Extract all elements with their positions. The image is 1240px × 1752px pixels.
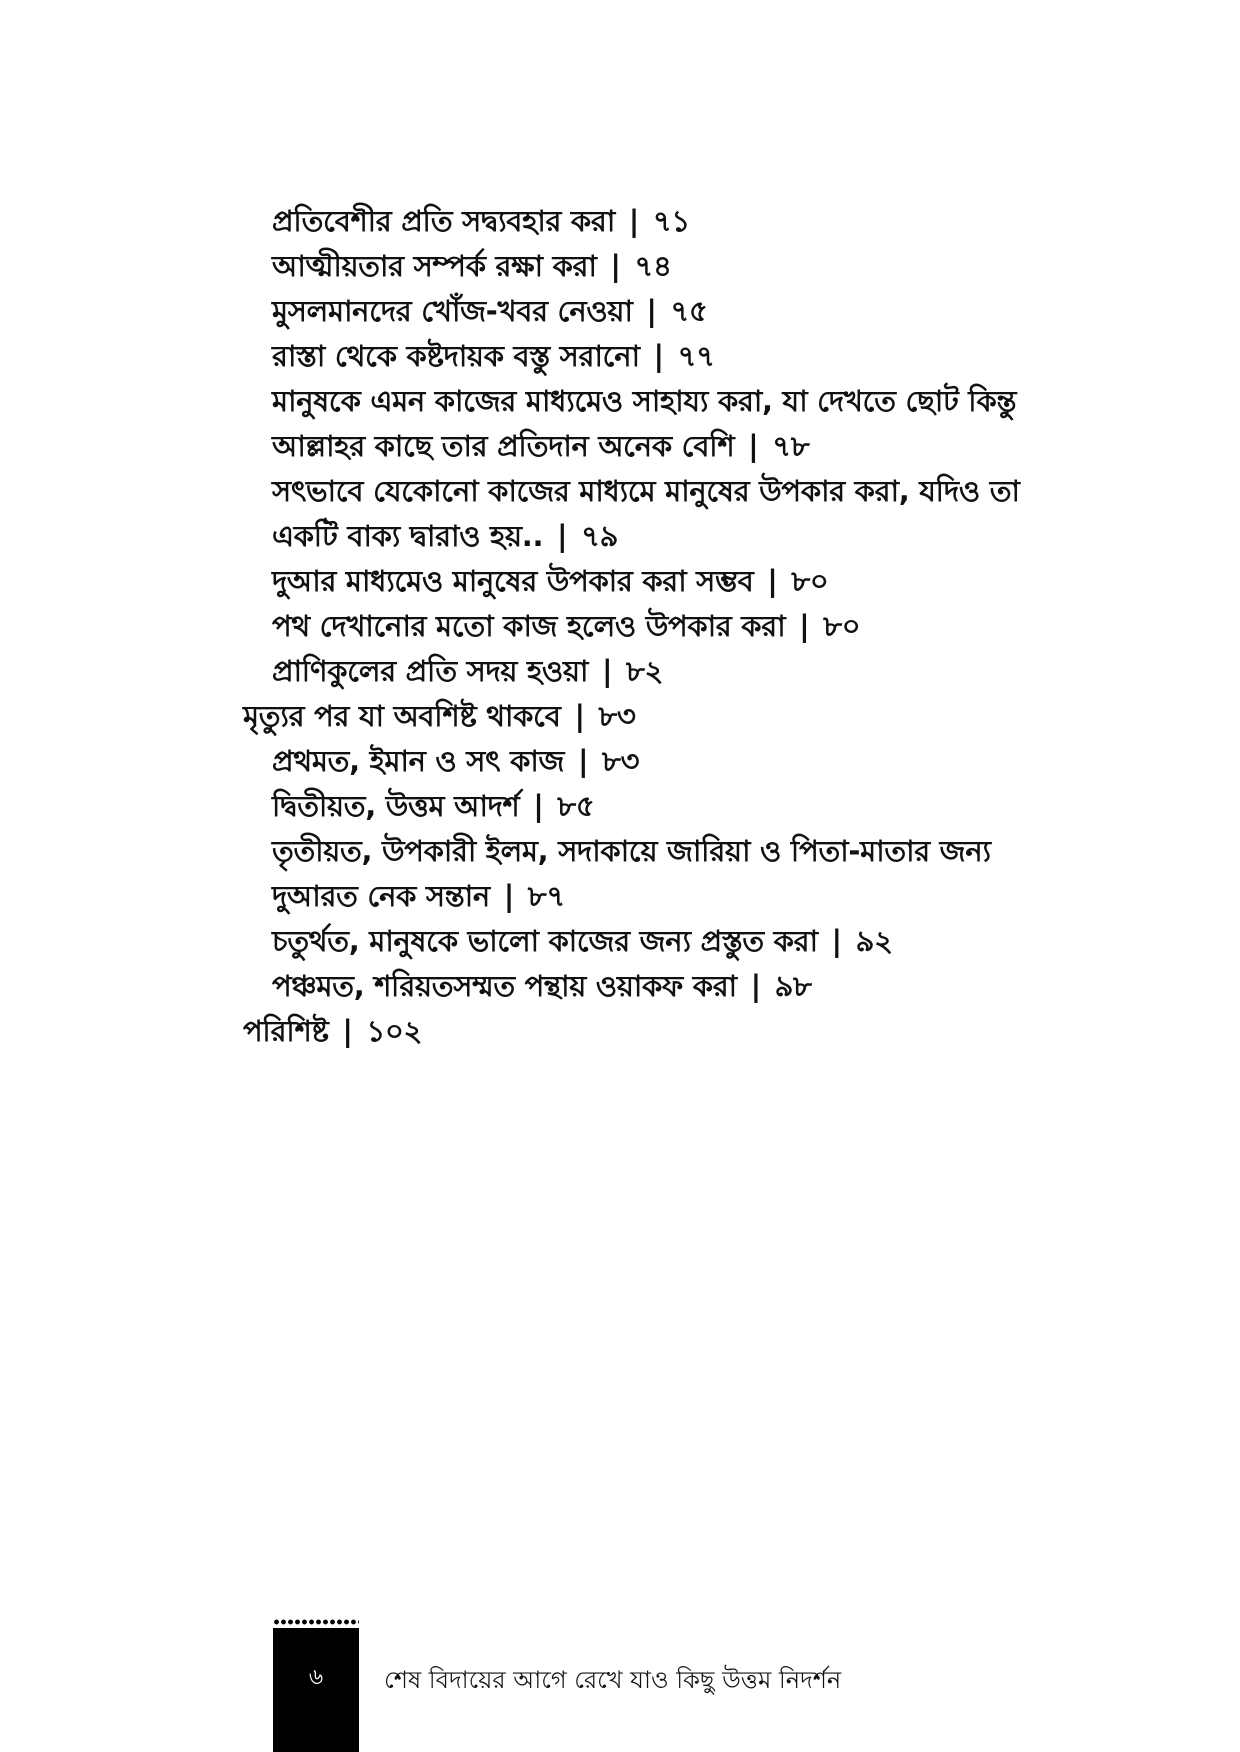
toc-separator: | — [556, 519, 568, 553]
toc-separator: | — [577, 744, 589, 778]
toc-entry — [272, 559, 1172, 604]
toc-separator: | — [653, 339, 664, 373]
toc-separator: | — [503, 879, 514, 913]
toc-entry-title: মৃত্যুর পর যা অবশিষ্ট থাকবে — [243, 699, 561, 733]
toc-entry-title: দুআর মাধ্যমেও মানুষের উপকার করা সম্ভব — [272, 564, 754, 598]
toc-entry-page: ৮০ — [791, 564, 829, 598]
toc-entry — [272, 199, 1172, 244]
toc-entry-page: ৭৫ — [670, 294, 708, 328]
toc-separator: | — [799, 609, 810, 643]
toc-entry-page: ৭৪ — [634, 249, 672, 283]
toc-entry-title: পঞ্চমত, শরিয়তসম্মত পন্থায় ওয়াকফ করা — [272, 969, 737, 1003]
toc-entry-page: ১০২ — [366, 1014, 423, 1048]
toc-entry-page: ৭৯ — [581, 519, 619, 553]
toc-entry — [272, 919, 1172, 964]
toc-entry-page: ৮০ — [823, 609, 861, 643]
toc-entry-title: রাস্তা থেকে কষ্টদায়ক বস্তু সরানো — [272, 339, 640, 373]
toc-separator: | — [601, 654, 613, 688]
toc-entry-page: ৭৭ — [677, 339, 715, 373]
toc-entry — [272, 469, 1172, 514]
table-of-contents — [243, 199, 1172, 1054]
toc-entry — [272, 244, 1172, 289]
toc-separator: | — [748, 429, 759, 463]
toc-entry — [272, 649, 1172, 694]
toc-separator: | — [831, 924, 842, 958]
toc-separator: | — [646, 294, 657, 328]
toc-separator: | — [342, 1014, 353, 1048]
toc-entry-title: আত্মীয়তার সম্পর্ক রক্ষা করা — [272, 249, 597, 283]
toc-entry-page: ৮৩ — [602, 744, 640, 778]
toc-separator: | — [533, 789, 544, 823]
toc-entry — [272, 829, 1172, 874]
footer-page-tab — [273, 1628, 359, 1752]
toc-entry-page: ৮৭ — [527, 879, 565, 913]
toc-entry-page: ৭১ — [652, 204, 690, 238]
toc-entry-title: পরিশিষ্ট — [243, 1014, 329, 1048]
toc-entry-title: প্রথমত, ইমান ও সৎ কাজ — [272, 744, 565, 778]
toc-entry-title: পথ দেখানোর মতো কাজ হলেও উপকার করা — [272, 609, 786, 643]
running-title: শেষ বিদায়ের আগে রেখে যাও কিছু উত্তম নিদর্শন — [384, 1666, 842, 1694]
toc-entry — [272, 874, 1172, 919]
toc-entry-title: মানুষকে এমন কাজের মাধ্যমেও সাহায্য করা, যা দেখতে ছোট কিন্তু — [272, 384, 1017, 418]
toc-entry — [272, 739, 1172, 784]
toc-entry-title: আল্লাহর কাছে তার প্রতিদান অনেক বেশি — [272, 429, 735, 463]
toc-entry — [272, 289, 1172, 334]
toc-entry-title: তৃতীয়ত, উপকারী ইলম, সদাকায়ে জারিয়া ও পিতা-মাতার জন্য — [272, 834, 991, 868]
toc-separator: | — [628, 204, 640, 238]
page-number: ৬ — [308, 1665, 324, 1690]
toc-entry-title: দুআরত নেক সন্তান — [272, 879, 490, 913]
toc-entry-page: ৯২ — [855, 924, 893, 958]
toc-entry-page: ৭৮ — [772, 429, 810, 463]
toc-separator: | — [610, 249, 621, 283]
toc-entry — [272, 379, 1172, 424]
toc-entry-page: ৮৫ — [557, 789, 595, 823]
toc-entry-page: ৮৩ — [598, 699, 636, 733]
toc-entry — [272, 334, 1172, 379]
toc-entry-title: দ্বিতীয়ত, উত্তম আদর্শ — [272, 789, 520, 823]
toc-separator: | — [750, 969, 761, 1003]
toc-entry-page: ৯৮ — [774, 969, 812, 1003]
toc-entry — [272, 424, 1172, 469]
toc-chapter-entry — [243, 1009, 1172, 1054]
toc-chapter-entry — [243, 694, 1172, 739]
toc-separator: | — [767, 564, 778, 598]
perforated-edge — [273, 1618, 359, 1626]
toc-entry — [272, 784, 1172, 829]
toc-entry-title: মুসলমানদের খোঁজ-খবর নেওয়া — [272, 294, 633, 328]
toc-entry-title: চতুর্থত, মানুষকে ভালো কাজের জন্য প্রস্তুত করা — [272, 924, 818, 958]
toc-entry-title: সৎভাবে যেকোনো কাজের মাধ্যমে মানুষের উপকার করা, যদিও তা — [272, 474, 1020, 508]
toc-entry-page: ৮২ — [626, 654, 664, 688]
toc-entry-title: প্রাণিকুলের প্রতি সদয় হওয়া — [272, 654, 589, 688]
toc-entry — [272, 514, 1172, 559]
toc-entry — [272, 604, 1172, 649]
toc-entry — [272, 964, 1172, 1009]
toc-separator: | — [574, 699, 585, 733]
toc-entry-title: একটি বাক্য দ্বারাও হয়.. — [272, 519, 544, 553]
toc-entry-title: প্রতিবেশীর প্রতি সদ্ব্যবহার করা — [272, 204, 615, 238]
